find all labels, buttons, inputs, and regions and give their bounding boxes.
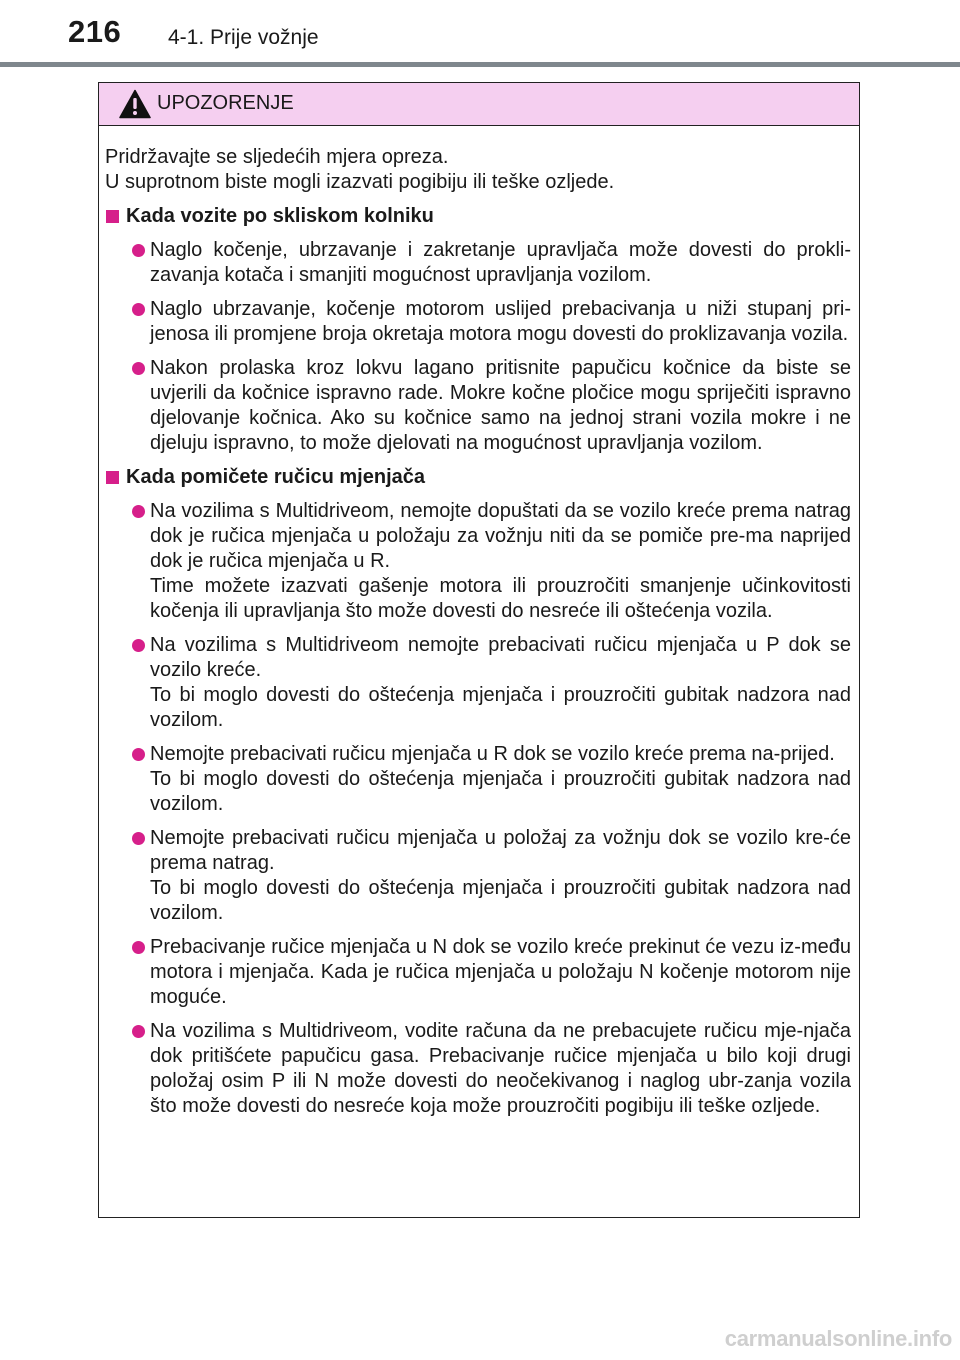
circle-bullet-icon [132, 832, 145, 845]
header-rule [0, 62, 960, 67]
bullet-text [150, 356, 851, 456]
warning-header [99, 83, 859, 126]
bullet-item [105, 238, 851, 288]
bullet-paragraph: Time možete izazvati gašenje motora ili prouzročiti smanjenje učinkovitosti kočenja ili upravljanja što može dovesti do nesreće ili oštećenja vozila. [150, 575, 851, 622]
square-bullet-icon [106, 210, 119, 223]
bullet-item [105, 1019, 851, 1119]
circle-bullet-icon [132, 244, 145, 257]
warning-intro [105, 145, 851, 195]
bullet-item [105, 826, 851, 926]
bullet-paragraph: Nakon prolaska kroz lokvu lagano pritisnite papučicu kočnice da biste se uvjerili da kočnice ispravno rade. Mokre kočne pločice mogu spriječiti ispravno djelovanje kočnica. Ako su kočnice samo na jednoj strani vozila mokre i ne djeluju ispravno, to može djelovati na mogućnost upravljanja vozilom. [150, 357, 851, 454]
bullet-paragraph: Nemojte prebacivati ručicu mjenjača u položaj za vožnju dok se vozilo kre-će prema natrag. [150, 827, 851, 874]
bullet-item [105, 499, 851, 624]
bullet-text [150, 633, 851, 733]
circle-bullet-icon [132, 1025, 145, 1038]
bullet-item [105, 633, 851, 733]
bullet-text [150, 238, 851, 288]
circle-bullet-icon [132, 362, 145, 375]
bullet-item [105, 297, 851, 347]
bullet-paragraph: To bi moglo dovesti do oštećenja mjenjača i prouzročiti gubitak nadzora nad vozilom. [150, 877, 851, 924]
bullet-text [150, 297, 851, 347]
square-bullet-icon [106, 471, 119, 484]
page-header [0, 0, 960, 70]
section-heading-text: Kada vozite po skliskom kolniku [126, 205, 434, 227]
section-heading-text: Kada pomičete ručicu mjenjača [126, 466, 426, 488]
bullet-paragraph: Naglo kočenje, ubrzavanje i zakretanje upravljača može dovesti do prokli-zavanja kotača i smanjiti mogućnost upravljanja vozilom. [150, 239, 851, 286]
section-heading [105, 465, 851, 490]
bullet-text [150, 499, 851, 624]
bullet-item [105, 356, 851, 456]
bullet-text [150, 1019, 851, 1119]
intro-line: Pridržavajte se sljedećih mjera opreza. [105, 146, 449, 168]
bullet-paragraph: Prebacivanje ručice mjenjača u N dok se vozilo kreće prekinut će vezu iz-među motora i mjenjača. Kada je ručica mjenjača u položaju N kočenje motorom nije moguće. [150, 936, 851, 1008]
warning-box [98, 82, 860, 1218]
circle-bullet-icon [132, 941, 145, 954]
intro-line: U suprotnom biste mogli izazvati pogibiju ili teške ozljede. [105, 171, 615, 193]
watermark: carmanualsonline.info [724, 1326, 952, 1351]
warning-body [99, 126, 859, 1119]
circle-bullet-icon [132, 639, 145, 652]
bullet-item [105, 935, 851, 1010]
bullet-paragraph: Nemojte prebacivati ručicu mjenjača u R dok se vozilo kreće prema na-prijed. [150, 743, 835, 765]
bullet-paragraph: Na vozilima s Multidriveom, nemojte dopuštati da se vozilo kreće prema natrag dok je ručica mjenjača u položaju za vožnju niti da se pomiče pre-ma naprijed dok je ručica mjenjača u R. [150, 500, 851, 572]
circle-bullet-icon [132, 505, 145, 518]
section-heading [105, 204, 851, 229]
section-title: 4-1. Prije vožnje [168, 26, 319, 49]
bullet-text [150, 826, 851, 926]
warning-title: UPOZORENJE [157, 92, 294, 114]
page-number: 216 [68, 14, 122, 49]
circle-bullet-icon [132, 748, 145, 761]
bullet-paragraph: Na vozilima s Multidriveom, vodite računa da ne prebacujete ručicu mje-njača dok pritišćete papučicu gasa. Prebacivanje ručice mjenjača u bilo koji drugi položaj osim P ili N može dovesti do neočekivanog i naglog ubr-zanja vozila što može dovesti do nesreće koja može prouzročiti pogibiju ili teške ozljede. [150, 1020, 851, 1117]
bullet-text [150, 935, 851, 1010]
warning-triangle-icon [119, 89, 151, 119]
bullet-paragraph: Naglo ubrzavanje, kočenje motorom uslijed prebacivanja u niži stupanj pri-jenosa ili promjene broja okretaja motora mogu dovesti do proklizavanja vozila. [150, 298, 851, 345]
bullet-paragraph: Na vozilima s Multidriveom nemojte prebacivati ručicu mjenjača u P dok se vozilo kreće. [150, 634, 851, 681]
circle-bullet-icon [132, 303, 145, 316]
bullet-item [105, 742, 851, 817]
bullet-paragraph: To bi moglo dovesti do oštećenja mjenjača i prouzročiti gubitak nadzora nad vozilom. [150, 684, 851, 731]
bullet-paragraph: To bi moglo dovesti do oštećenja mjenjača i prouzročiti gubitak nadzora nad vozilom. [150, 768, 851, 815]
bullet-text [150, 742, 851, 817]
